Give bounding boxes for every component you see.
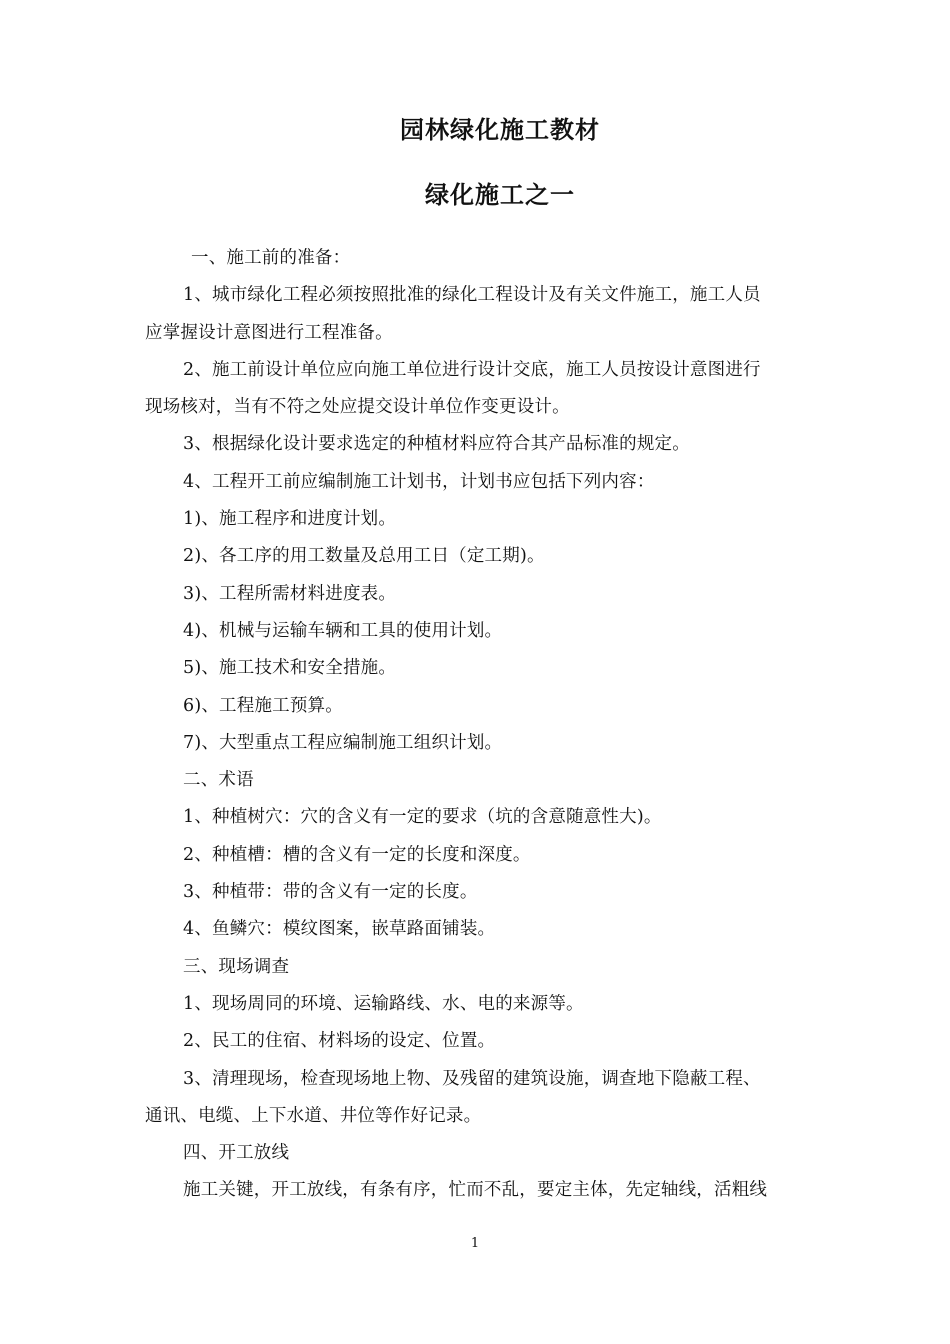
paragraph-line: 4、鱼鳞穴：模纹图案，嵌草路面铺装。 bbox=[183, 919, 496, 940]
paragraph-line: 6)、工程施工预算。 bbox=[183, 695, 343, 716]
paragraph-line: 通讯、电缆、上下水道、井位等作好记录。 bbox=[145, 1105, 482, 1126]
paragraph-line: 3、根据绿化设计要求选定的种植材料应符合其产品标准的规定。 bbox=[183, 434, 690, 455]
paragraph-line: 2、民工的住宿、材料场的设定、位置。 bbox=[183, 1031, 496, 1052]
paragraph-line: 2、种植槽：槽的含义有一定的长度和深度。 bbox=[183, 844, 531, 865]
paragraph-line: 7)、大型重点工程应编制施工组织计划。 bbox=[183, 732, 503, 753]
paragraph-line: 4、工程开工前应编制施工计划书，计划书应包括下列内容： bbox=[183, 471, 655, 492]
paragraph-line: 一、施工前的准备： bbox=[191, 248, 351, 268]
paragraph-line: 3)、工程所需材料进度表。 bbox=[183, 583, 397, 604]
paragraph-line: 2、施工前设计单位应向施工单位进行设计交底，施工人员按设计意图进行 bbox=[183, 359, 761, 380]
paragraph-line: 现场核对，当有不符之处应提交设计单位作变更设计。 bbox=[145, 397, 570, 418]
document-body bbox=[145, 240, 820, 1210]
page-number: 1 bbox=[470, 1236, 480, 1251]
paragraph-line: 4)、机械与运输车辆和工具的使用计划。 bbox=[183, 620, 503, 641]
paragraph-line: 3、种植带：带的含义有一定的长度。 bbox=[183, 882, 478, 903]
paragraph-line: 二、术语 bbox=[183, 770, 254, 791]
paragraph-line: 1、种植树穴：穴的含义有一定的要求（坑的含意随意性大)。 bbox=[183, 807, 662, 828]
paragraph-line: 3、清理现场，检查现场地上物、及残留的建筑设施，调查地下隐蔽工程、 bbox=[183, 1068, 761, 1089]
paragraph-line: 三、现场调查 bbox=[183, 956, 290, 977]
paragraph-line: 应掌握设计意图进行工程准备。 bbox=[145, 322, 393, 343]
paragraph-line: 四、开工放线 bbox=[183, 1143, 290, 1164]
paragraph-line: 1、城市绿化工程必须按照批准的绿化工程设计及有关文件施工，施工人员 bbox=[183, 285, 761, 306]
document-title: 园林绿化施工教材 bbox=[400, 116, 600, 144]
document-subtitle: 绿化施工之一 bbox=[425, 181, 575, 209]
paragraph-line: 1)、施工程序和进度计划。 bbox=[183, 509, 397, 530]
paragraph-line: 施工关键，开工放线，有条有序，忙而不乱，要定主体，先定轴线，活粗线 bbox=[183, 1180, 768, 1201]
paragraph-line: 1、现场周同的环境、运输路线、水、电的来源等。 bbox=[183, 993, 584, 1014]
paragraph-line: 5)、施工技术和安全措施。 bbox=[183, 658, 397, 679]
paragraph-line: 2)、各工序的用工数量及总用工日（定工期)。 bbox=[183, 546, 545, 567]
